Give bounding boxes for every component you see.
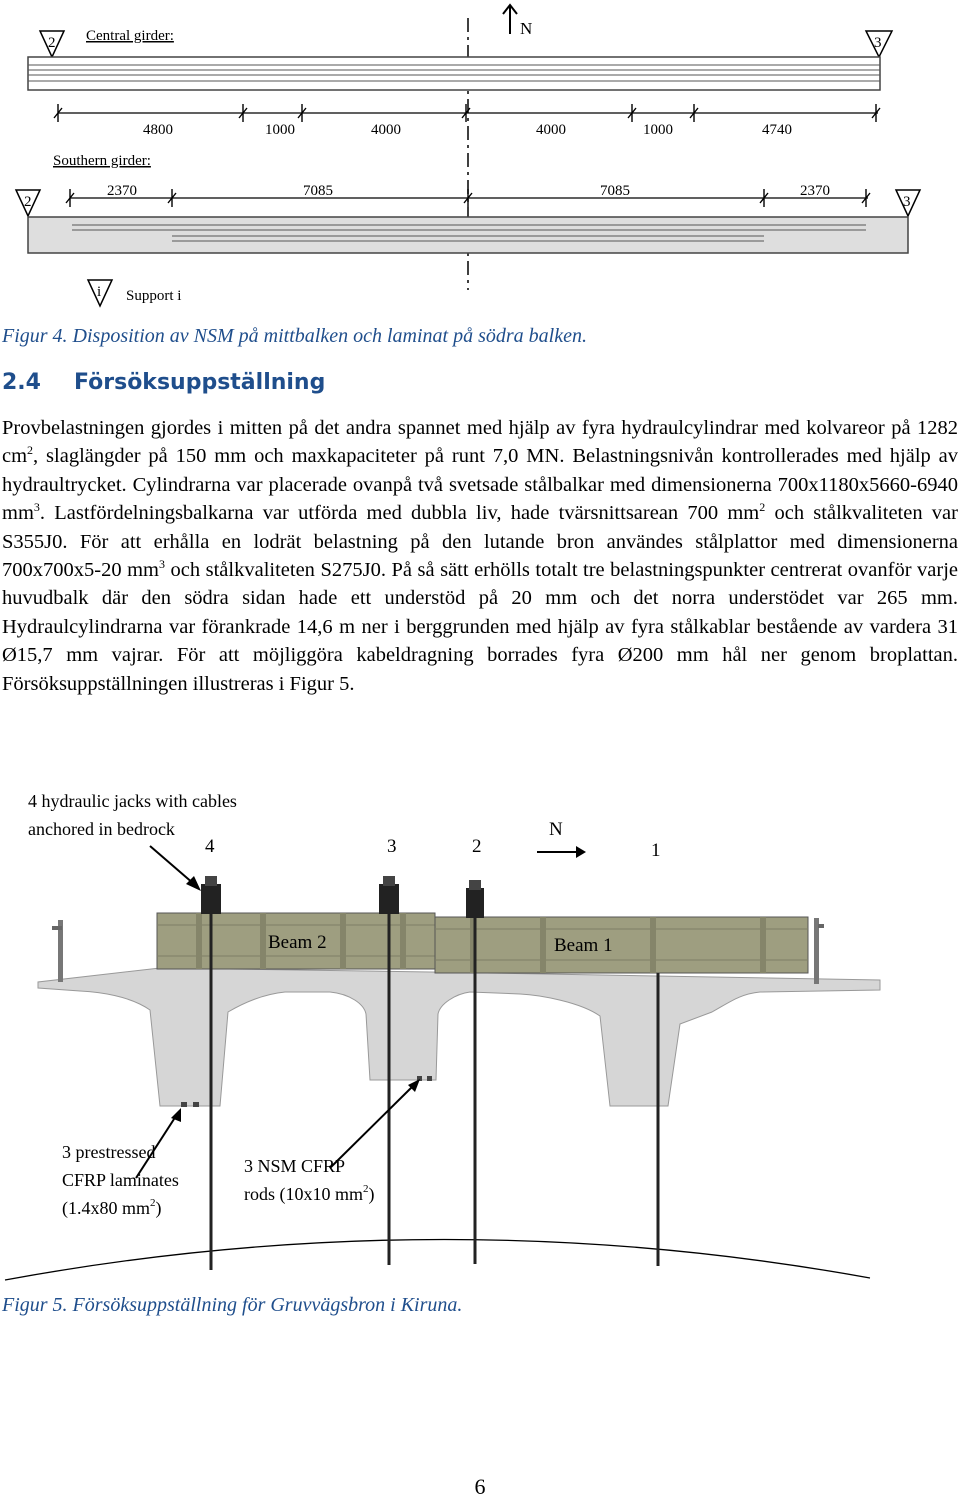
jack-number-1: 1 xyxy=(651,840,661,861)
southern-dim-1: 2370 xyxy=(107,183,137,199)
central-dim-3: 4000 xyxy=(371,122,401,138)
central-girder-label: Central girder: xyxy=(86,28,174,44)
hydraulic-jack-4 xyxy=(201,876,221,914)
north-label: N xyxy=(520,19,533,38)
railing-right xyxy=(814,918,824,984)
jacks-label-line2: anchored in bedrock xyxy=(28,819,175,839)
southern-dim-3: 7085 xyxy=(600,183,630,199)
paragraph-part-3: . Lastfördelningsbalkarna var utförda med dubbla liv, hade tvärsnittsarean 700 mm xyxy=(39,502,760,525)
north-arrow-icon xyxy=(503,5,517,34)
rods-sup: 2 xyxy=(363,1183,369,1195)
north-arrow-right-icon xyxy=(537,846,586,858)
rod-pointer-arrow-icon xyxy=(330,1079,420,1168)
southern-support-2-label: 2 xyxy=(24,194,32,210)
support-2-label: 2 xyxy=(48,35,56,51)
figure-4-drawing xyxy=(0,0,960,310)
central-dim-5: 1000 xyxy=(643,122,673,138)
jack-pointer-arrow-icon xyxy=(150,846,201,891)
superscript-1: 2 xyxy=(27,443,34,458)
paragraph-part-1: Provbelastningen gjordes i mitten på det andra spannet med hjälp av fyra hydraulcylindrar med kolvareor på 1282 cm xyxy=(2,417,958,468)
support-legend-label: Support i xyxy=(126,288,182,304)
laminates-label-line1: 3 prestressed xyxy=(62,1142,156,1162)
central-girder xyxy=(28,57,880,90)
support-3-label: 3 xyxy=(874,35,882,51)
figure-5-drawing xyxy=(0,780,960,1290)
central-dim-4: 4000 xyxy=(536,122,566,138)
beam-2-label: Beam 2 xyxy=(268,932,327,953)
section-heading xyxy=(2,370,325,395)
southern-girder-label: Southern girder: xyxy=(53,153,151,169)
bedrock-ground-line xyxy=(5,1239,870,1280)
laminates-sup: 2 xyxy=(150,1197,156,1209)
superscript-4: 3 xyxy=(159,557,165,572)
jack-number-4: 4 xyxy=(205,836,215,857)
figure-5-caption: Figur 5. Försöksuppställning för Gruvvägsbron i Kiruna. xyxy=(2,1294,463,1316)
body-paragraph xyxy=(2,414,958,698)
central-dim-6: 4740 xyxy=(762,122,792,138)
jacks-label-line1: 4 hydraulic jacks with cables xyxy=(28,791,237,811)
southern-dim-2: 7085 xyxy=(303,183,333,199)
central-dimension-line xyxy=(54,104,880,122)
rods-label-line2 xyxy=(244,1183,375,1205)
paragraph-part-4: och stålkvaliteten var S355J0. För att erhålla en lodrät belastning på den lutande bron användes stålplattor med dimensionerna 700x700x5-20 mm xyxy=(2,502,958,582)
railing-left xyxy=(52,920,63,982)
paragraph-part-5: och stålkvaliteten S275J0. På så sätt erhölls totalt tre belastningspunkter centrerat ovanför varje huvudbalk där den södra sidan hade ett understöd på 20 mm och det norra understödet var 265 mm. Hydraulcylindrarna var förankrade 14,6 m ner i berggrunden med hjälp av fyra stålkablar bestående av vardera 31 Ø15,7 mm vajrar. För att möjliggöra kabeldragning borrades fyra Ø200 mm hål ner genom broplattan. Försöksuppställningen illustreras i Figur 5. xyxy=(2,559,959,695)
hydraulic-jack-3 xyxy=(379,876,399,914)
southern-support-3-label: 3 xyxy=(903,194,911,210)
section-title: Försöksuppställning xyxy=(74,370,326,395)
superscript-3: 2 xyxy=(759,500,766,515)
rods-line2-text: rods (10x10 mm xyxy=(244,1184,363,1204)
laminates-close: ) xyxy=(155,1198,162,1218)
beam-1-label: Beam 1 xyxy=(554,935,613,956)
north-label-fig5: N xyxy=(549,819,563,840)
laminates-label-line2: CFRP laminates xyxy=(62,1170,179,1190)
jack-number-3: 3 xyxy=(387,836,397,857)
laminates-label-line3 xyxy=(62,1197,162,1219)
central-dim-1: 4800 xyxy=(143,122,173,138)
southern-girder xyxy=(28,217,908,253)
support-legend-symbol: i xyxy=(97,284,102,300)
page-number: 6 xyxy=(474,1474,486,1499)
beam-1 xyxy=(435,917,808,973)
bridge-deck-section xyxy=(38,968,880,1106)
central-dim-2: 1000 xyxy=(265,122,295,138)
southern-dim-4: 2370 xyxy=(800,183,830,199)
jack-number-2: 2 xyxy=(472,836,482,857)
laminates-line3-text: (1.4x80 mm xyxy=(62,1198,150,1218)
rods-close: ) xyxy=(368,1184,375,1204)
paragraph-part-2: , slaglängder på 150 mm och maxkapaciteter på runt 7,0 MN. Belastningsnivån kontrollerades med hjälp av hydraultrycket. Cylindrarna var placerade ovanpå två svetsade stålbalkar med dimensionerna 700x1180x5660-6940 mm xyxy=(2,445,958,525)
rods-label-line1: 3 NSM CFRP xyxy=(244,1156,346,1176)
figure-4-caption: Figur 4. Disposition av NSM på mittbalken och laminat på södra balken. xyxy=(2,325,587,347)
southern-dimension-line xyxy=(66,189,870,207)
superscript-2: 3 xyxy=(33,500,40,515)
section-number: 2.4 xyxy=(2,370,41,395)
hydraulic-jack-2 xyxy=(466,880,484,918)
